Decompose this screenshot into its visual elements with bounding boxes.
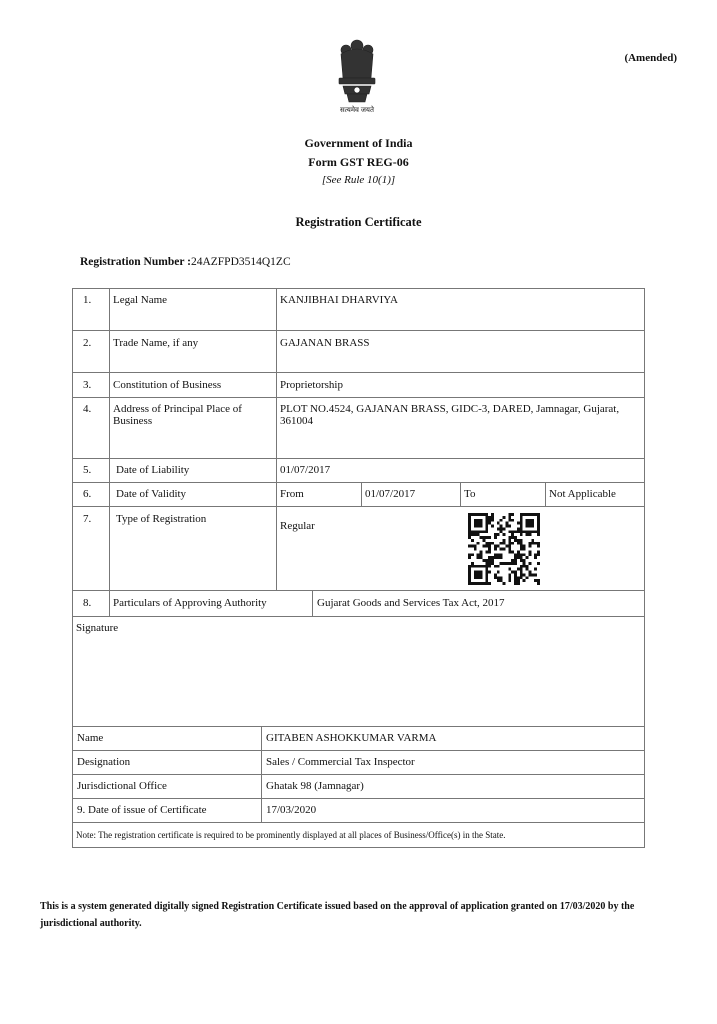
row-4-number: 4. [83,403,92,415]
national-emblem-icon [333,38,381,114]
date-of-liability-label: Date of Liability [116,464,190,476]
constitution-label: Constitution of Business [113,379,222,391]
designation-value: Sales / Commercial Tax Inspector [266,756,415,768]
row-7-number: 7. [83,513,92,525]
qr-code-icon [468,513,540,585]
registration-type-value: Regular [280,520,315,532]
date-of-issue-value: 17/03/2020 [266,804,317,816]
approving-authority-label: Particulars of Approving Authority [113,597,267,609]
registration-number [80,256,291,268]
row-3-number: 3. [83,379,92,391]
registration-number-label: Registration Number : [80,256,191,268]
rule-reference: [See Rule 10(1)] [321,174,396,186]
row-2-number: 2. [83,337,92,349]
amended-label: (Amended) [624,52,677,64]
system-generated-statement: This is a system generated digitally signed Registration Certificate issued based on the approval of application granted on 17/03/2020 by the jurisdictional authority. [40,901,635,929]
date-of-liability-value: 01/07/2017 [280,464,331,476]
certificate-table [72,288,645,848]
date-of-issue-label: 9. Date of issue of Certificate [77,804,207,816]
trade-name-value: GAJANAN BRASS [280,337,370,349]
row-8-number: 8. [83,597,92,609]
emblem-motto: सत्यमेव जयते [340,106,374,114]
address-label: Address of Principal Place of Business [113,403,242,427]
designation-label: Designation [77,756,131,768]
form-heading: Form GST REG-06 [308,155,409,169]
signature-label: Signature [76,622,119,634]
officer-name-label: Name [77,732,104,744]
jurisdictional-office-label: Jurisdictional Office [77,780,167,792]
address-value: PLOT NO.4524, GAJANAN BRASS, GIDC-3, DARED, Jamnagar, Gujarat, 361004 [280,403,620,427]
row-5-number: 5. [83,464,92,476]
validity-to-label: To [464,488,476,500]
date-of-validity-label: Date of Validity [116,488,187,500]
row-6-number: 6. [83,488,92,500]
certificate-title: Registration Certificate [295,215,422,229]
display-note: Note: The registration certificate is required to be prominently displayed at all places of Business/Office(s) in the State. [76,830,506,840]
officer-name-value: GITABEN ASHOKKUMAR VARMA [266,732,437,744]
row-1-number: 1. [83,294,92,306]
legal-name-value: KANJIBHAI DHARVIYA [280,294,398,306]
registration-number-value: 24AZFPD3514Q1ZC [190,256,291,268]
constitution-value: Proprietorship [280,379,343,391]
approving-authority-value: Gujarat Goods and Services Tax Act, 2017 [317,597,505,609]
jurisdictional-office-value: Ghatak 98 (Jamnagar) [266,780,364,792]
government-heading: Government of India [304,136,413,150]
registration-type-label: Type of Registration [116,513,207,525]
validity-from-value: 01/07/2017 [365,488,416,500]
legal-name-label: Legal Name [113,294,168,306]
trade-name-label: Trade Name, if any [113,337,199,349]
validity-from-label: From [280,488,304,500]
validity-to-value: Not Applicable [549,488,616,500]
